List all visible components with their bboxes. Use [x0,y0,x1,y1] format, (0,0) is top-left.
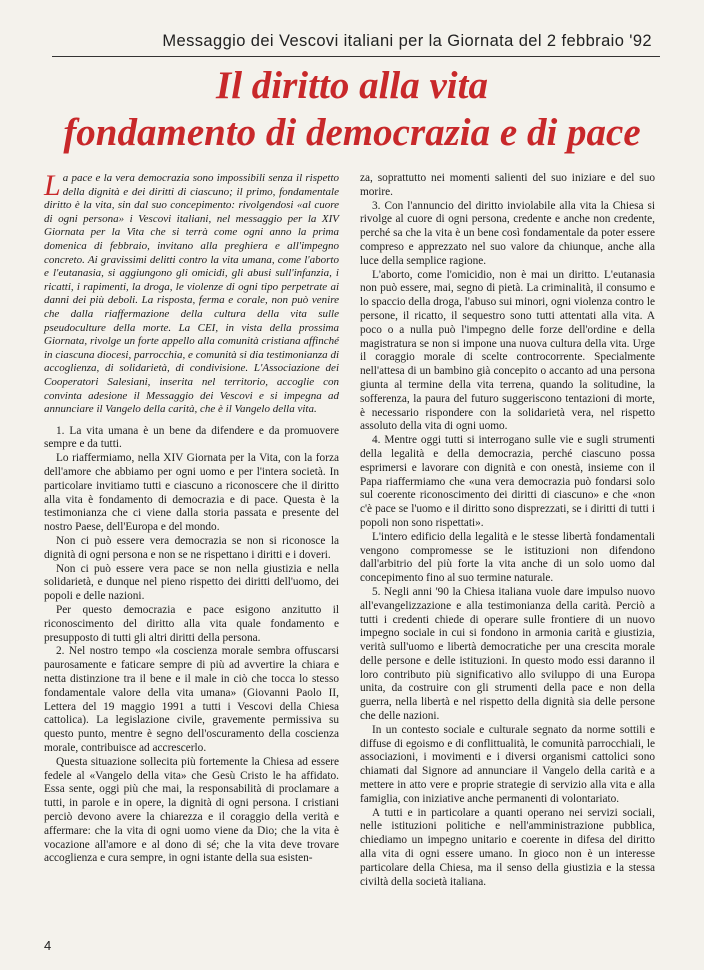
body-paragraph: A tutti e in particolare a quanti operano nei servizi sociali, nelle istituzioni politiche e nell'amministrazione pubblica, chiediamo un impegno unitario e coerente in difesa del diritto alla vita di ogni essere umano. In gioco non è un interesse particolare della Chiesa, ma il senso della giustizia e la stessa civiltà della società italiana. [360,806,655,888]
body-paragraph: Non ci può essere vera pace se non nella giustizia e nella solidarietà, e dunque nel pieno rispetto dei diritti dell'uomo, dei popoli e delle nazioni. [44,562,339,603]
body-paragraph: L'intero edificio della legalità e le stesse libertà fondamentali vengono compromesse se le istituzioni non difendono dall'arbitrio del più forte la vita anche di un solo uomo dal concepimento fino al suo termine naturale. [360,530,655,585]
body-paragraph: In un contesto sociale e culturale segnato da norme sottili e diffuse di egoismo e di conflittualità, le comunità parrocchiali, le associazioni, i movimenti e i diversi organismi cattolici sono chiamati dal Signore ad annunciare il Vangelo della carità e a mettere in atto vere e proprie strategie di servizio alla vita e alla famiglia, con iniziative anche permanenti di volontariato. [360,723,655,805]
body-paragraph: Non ci può essere vera democrazia se non si riconosce la dignità di ogni persona e non se ne rispettano i diritti e i doveri. [44,535,339,561]
intro-text: a pace e la vera democrazia sono impossibili senza il rispetto della dignità e dei diritti di ciascuno; il primo, fondamentale diritto è la vita, sin dal suo concepimento: rivolgendosi «al cuore di ogni persona» i Vescovi italiani, nel messaggio per la XIV Giornata per la Vita che si terrà come ogni anno la prima domenica di febbraio, invitano alla preghiera e all'impegno concreto. Ai gravissimi delitti contro la vita umana, come l'aborto e l'eutanasia, si aggiungono gli omicidi, gli abusi sull'infanzia, i ricatti, i rapimenti, la droga, le violenze di ogni tipo perpetrate ai danni dei più deboli. La risposta, ferma e corale, non può venire che dalla riaffermazione della cultura della vita sulle pseudoculture della morte. La CEI, in vista della prossima Giornata, rivolge un forte appello alla comunità cristiana affinché in ciascuna diocesi, parrocchia, e comunità si dia testimonianza di accoglienza, di solidarietà, di condivisione. L'Associazione dei Cooperatori Salesiani, inserita nel territorio, accoglie con convinta adesione il Messaggio dei Vescovi e si impegna ad annunciare il Vangelo della carità, che è il Vangelo della vita. [44,172,339,416]
title-line-2: fondamento di democrazia e di pace [63,111,641,154]
intro-paragraph [44,169,339,417]
body-paragraph: 3. Con l'annuncio del diritto inviolabile alla vita la Chiesa si rivolge al cuore di ogni persona, credente e anche non credente, perché sa che la vita è un bene così fondamentale da poter essere compreso e apprezzato nel suo valore da chiunque, anche alla luce della semplice ragione. [360,199,655,267]
article-title [40,62,664,156]
body-paragraph: 4. Mentre oggi tutti si interrogano sulle vie e sugli strumenti della legalità e della democrazia, perché ciascuno possa esprimersi e lavorare con dignità e con onestà, insieme con il Papa riaffermiamo che «una vera democrazia può fondarsi solo sul coerente riconoscimento dei diritti di ciascuno» e che «non c'è pace se l'uomo e il diritto sono disprezzati, se i diritti di tutti i popoli non sono rispettati». [360,434,655,529]
body-paragraph: Lo riaffermiamo, nella XIV Giornata per la Vita, con la forza dell'amore che abbiamo per ogni uomo e per l'intera società. In particolare invitiamo tutti e ciascuno a riconoscere che il diritto alla vita è fondamento di democrazia e di pace. Questa è la testimonianza che ci viene dalla storia passata e presente del nostro Paese, dell'Europa e del mondo. [44,452,339,534]
body-paragraph: 1. La vita umana è un bene da difendere e da promuovere sempre e da tutti. [44,424,339,451]
body-paragraph: 2. Nel nostro tempo «la coscienza morale sembra offuscarsi paurosamente e faticare sempre di più ad avvertire la chiara e netta distinzione tra il bene e il male in ciò che tocca lo stesso fondamentale valore della vita umana» (Giovanni Paolo II, Lettera del 19 maggio 1991 a tutti i Vescovi della Chiesa cattolica). La legislazione civile, gravemente permissiva su questo punto, mentre è segno dell'oscuramento della coscienza morale, contribuisce ad accrescerlo. [44,645,339,755]
page-number: 4 [44,938,52,953]
body-paragraph: za, soprattutto nei momenti salienti del suo iniziare e del suo morire. [360,172,655,198]
body-paragraph: 5. Negli anni '90 la Chiesa italiana vuole dare impulso nuovo all'evangelizzazione e alla testimonianza della carità. Perciò a tutti i credenti chiede di operare sulle frontiere di un nuovo impegno sociale in cui si fondono in armonia carità e giustizia, verità sull'uomo e libertà democratiche per una crescita morale delle persone e delle istituzioni. In questo modo essi daranno il loro contributo più significativo allo sviluppo di una Europa unita, da costruire con gli strumenti della pace e non della guerra, nella libertà e nel rispetto della dignità sia delle persone che delle nazioni. [360,585,655,723]
left-column [44,169,339,866]
body-paragraph: Per questo democrazia e pace esigono anzitutto il riconoscimento del diritto alla vita quale fondamento e presupposto di tutti gli altri diritti della persona. [44,604,339,644]
header-rule [52,56,660,57]
title-line-1: Il diritto alla vita [216,64,488,107]
drop-cap: L [44,169,61,202]
running-header: Messaggio dei Vescovi italiani per la Giornata del 2 febbraio '92 [162,32,652,50]
body-paragraph: Questa situazione sollecita più fortemente la Chiesa ad essere fedele al «Vangelo della vita» che Gesù Cristo le ha affidato. Essa sente, oggi più che mai, la responsabilità di proclamare a tutti, in parole e in opere, la dignità di ogni persona. I cristiani perciò devono avere la chiarezza e il coraggio della verità e affermare: che la vita di ogni uomo viene da Dio; che la vita è vocazione all'amore e al dono di sé; che la vita deve trovare accoglienza e cura sempre, in ogni istante della sua esisten- [44,755,339,865]
right-column [360,172,655,889]
body-paragraph: L'aborto, come l'omicidio, non è mai un diritto. L'eutanasia non può essere, mai, segno di pietà. La criminalità, il consumo e lo spaccio della droga, l'abuso sui minori, ogni violenza contro le persone, il ricatto, il sequestro sono tutti attentati alla vita. A poco o a nulla può l'impegno delle forze dell'ordine e della magistratura se non si impone una nuova cultura della vita. Urge il coraggio morale di scelte controcorrente. Specialmente nell'attesa di un bambino già concepito o accanto ad una persona giunta al termine della vita terrena, quando la solitudine, la sofferenza, la paura del futuro suggeriscono tentazioni di morte, è necessario rispondere con la solidarietà vera, nel rispetto assoluto della vita di ogni uomo. [360,268,655,433]
